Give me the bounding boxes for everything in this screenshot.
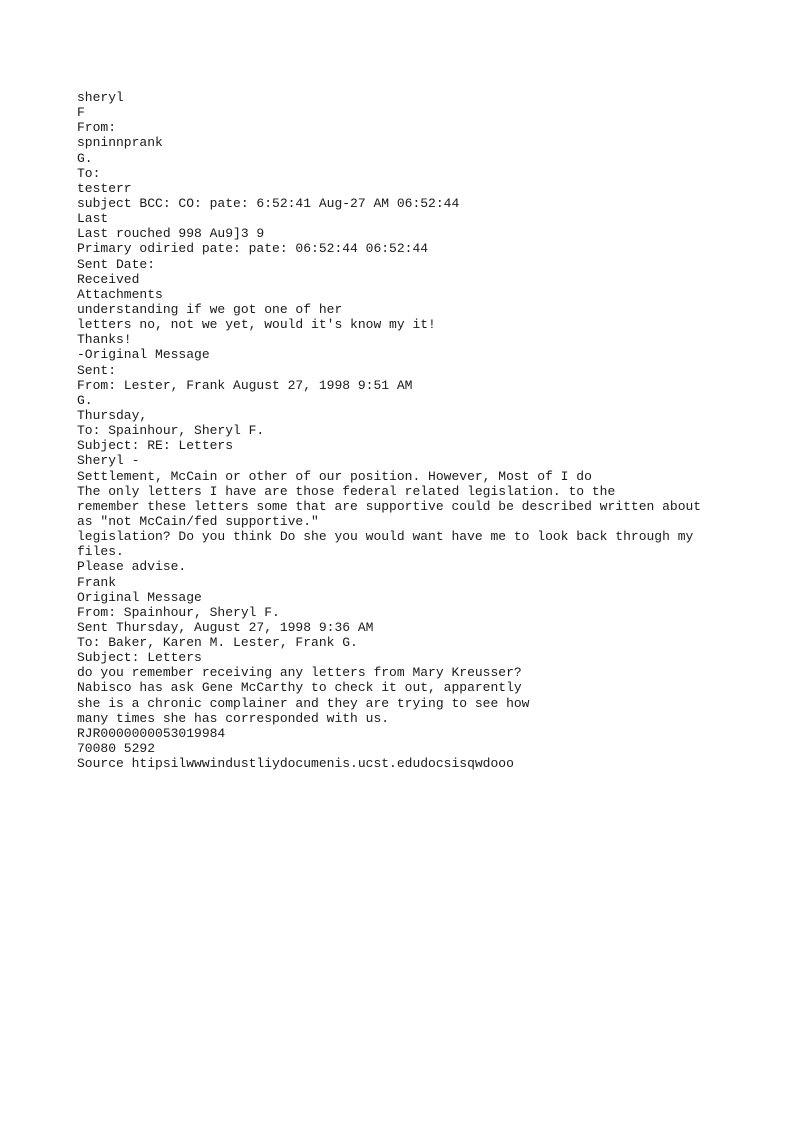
document-line: as "not McCain/fed supportive." [77,513,319,529]
document-line: F [77,105,85,121]
document-line: Sent Thursday, August 27, 1998 9:36 AM [77,619,374,635]
document-line: she is a chronic complainer and they are trying to see how [77,695,530,711]
document-line: 70080 5292 [77,741,156,757]
document-line: Sent Date: [77,256,156,272]
document-line: sheryl [77,90,124,105]
document-line: RJR0000000053019984 [77,725,226,741]
document-line: To: [77,165,101,181]
document-line: spninnprank [77,135,163,151]
document-line: Attachments [77,286,163,302]
document-line: Primary odiried pate: pate: 06:52:44 06:52:44 [77,241,429,257]
document-line: To: Baker, Karen M. Lester, Frank G. [77,635,358,651]
document-line: Last rouched 998 Au9]3 9 [77,226,265,242]
document-line: understanding if we got one of her [77,301,343,317]
document-line: G. [77,392,93,408]
document-line: To: Spainhour, Sheryl F. [77,423,265,439]
document-line: many times she has corresponded with us. [77,710,390,726]
document-line: Subject: RE: Letters [77,438,234,454]
document-line: Source htipsilwwwindustliydocumenis.ucst.edudocsisqwdooo [77,756,514,772]
document-line: Settlement, McCain or other of our position. However, Most of I do [77,468,592,484]
document-line: Original Message [77,589,202,605]
document-line: testerr [77,180,132,196]
document-line: From: [77,120,117,136]
document-line: Received [77,271,140,287]
document-line: -Original Message [77,347,210,363]
document-line: Subject: Letters [77,650,202,666]
document-line: G. [77,150,93,166]
document-body [77,90,777,771]
document-line: Sent: [77,362,117,378]
document-line: From: Spainhour, Sheryl F. [77,604,280,620]
document-line: subject BCC: CO: pate: 6:52:41 Aug-27 AM 06:52:44 [77,195,460,211]
document-line: files. [77,544,124,560]
document-line: Please advise. [77,559,187,575]
document-line: Last [77,211,109,227]
document-line: Thanks! [77,332,132,348]
document-line: do you remember receiving any letters from Mary Kreusser? [77,665,522,681]
document-line: Nabisco has ask Gene McCarthy to check it out, apparently [77,680,522,696]
document-line: Frank [77,574,117,590]
document-line: Sheryl - [77,453,140,469]
document-line: From: Lester, Frank August 27, 1998 9:51 AM [77,377,413,393]
document-line: Thursday, [77,407,148,423]
document-line: legislation? Do you think Do she you would want have me to look back through my [77,529,694,545]
document-line: letters no, not we yet, would it's know my it! [77,317,436,333]
document-line: remember these letters some that are supportive could be described written about [77,498,702,514]
document-line: The only letters I have are those federal related legislation. to the [77,483,616,499]
